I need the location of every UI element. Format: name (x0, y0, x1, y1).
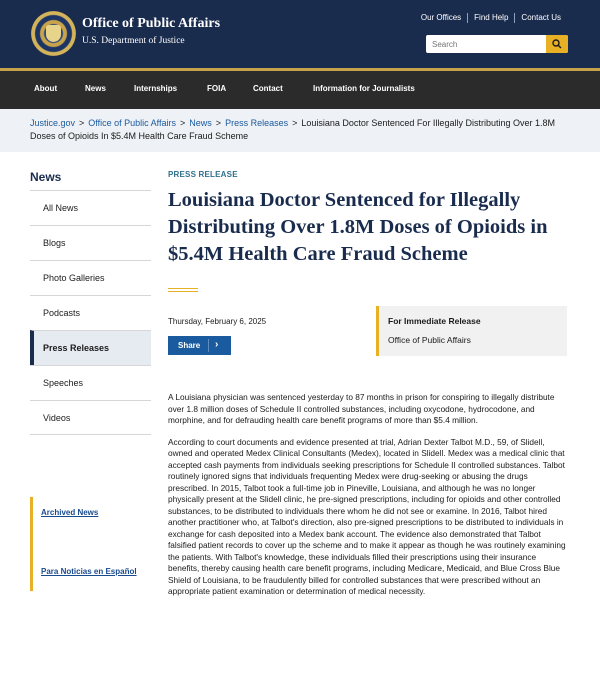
article-paragraph: According to court documents and evidence presented at trial, Adrian Dexter Talbot M.D., 59, of Slidell, owned and operated Medex Clinical Consultants (Medex), located in Slidell. Medex was a medical clinic that accepted cash payments from individuals seeking prescriptions for Schedule II controlled substances. Talbot routinely ignored signs that individuals frequenting Medex were drug-seeking or abusing the drugs prescribed. In 2015, Talbot took a full-time job in Pineville, Louisiana, and although he was no longer physically present at the Slidell clinic, he pre-signed prescriptions, including for opioids and other controlled substances, to be distributed to individuals there whom he did not see or examine. In 2016, Talbot hired another practitioner who, at Talbot's direction, also pre-signed prescriptions to be distributed to individuals in exchange for cash deposited into a Medex bank account. The evidence also demonstrated that Talbot falsified patient records to cover up the scheme and to make it appear as though he was routinely examining the patients. With Talbot's knowledge, these individuals filled their prescriptions using their insurance benefits, thereby causing health care benefit programs, including Medicare, Medicaid, and Blue Cross Blue Shield of Louisiana, to be fraudulently billed for controlled substances that were prescribed without an appropriate patient examination or determination of medical necessity. (168, 436, 566, 596)
release-date: Thursday, February 6, 2025 (168, 317, 267, 326)
article-body (168, 392, 568, 608)
sidebar-item-blogs[interactable]: Blogs (30, 225, 151, 260)
contact-us-link[interactable]: Contact Us (514, 13, 567, 23)
spanish-news-link[interactable]: Para Noticias en Español (41, 567, 137, 576)
department-name: U.S. Department of Justice (82, 36, 185, 46)
release-office: Office of Public Affairs (388, 335, 471, 345)
breadcrumb-separator: > (180, 118, 186, 128)
title-divider (168, 288, 198, 289)
search-button[interactable] (546, 35, 568, 53)
breadcrumb-news[interactable]: News (189, 118, 212, 128)
sidebar-item-speeches[interactable]: Speeches (30, 365, 151, 400)
search-icon (552, 39, 562, 49)
find-help-link[interactable]: Find Help (467, 13, 514, 23)
title-divider (168, 291, 198, 292)
main-nav (0, 68, 600, 109)
org-name[interactable]: Office of Public Affairs (82, 16, 221, 31)
nav-foia[interactable]: FOIA (207, 84, 227, 93)
share-label: Share (178, 341, 201, 350)
press-release-label: PRESS RELEASE (168, 170, 238, 179)
chevron-right-icon: › (215, 339, 219, 350)
breadcrumb-separator: > (215, 118, 222, 128)
breadcrumb-bar (0, 109, 600, 152)
nav-about[interactable]: About (34, 84, 58, 93)
search-input[interactable] (426, 35, 546, 53)
search-box (426, 35, 568, 53)
sidebar-extra-links (30, 497, 151, 591)
nav-contact[interactable]: Contact (253, 84, 283, 93)
nav-information-for-journalists[interactable]: Information for Journalists (313, 84, 415, 93)
release-title: For Immediate Release (388, 316, 481, 326)
sidebar-item-podcasts[interactable]: Podcasts (30, 295, 151, 330)
breadcrumb-separator: > (79, 118, 85, 128)
breadcrumb-separator: > (292, 118, 298, 128)
sidebar-item-all-news[interactable]: All News (30, 190, 151, 225)
release-info-box (376, 306, 567, 356)
utility-links (415, 13, 567, 23)
sidebar-item-photo-galleries[interactable]: Photo Galleries (30, 260, 151, 295)
breadcrumb-current: Louisiana Doctor Sentenced For Illegally Distributing Over 1.8M Doses of Opioids In $5.4M Health Care Fraud Scheme (30, 118, 555, 141)
share-divider (208, 339, 209, 352)
breadcrumb-press-releases[interactable]: Press Releases (225, 118, 289, 128)
sidebar-item-videos[interactable]: Videos (30, 400, 151, 435)
breadcrumb-justice-gov[interactable]: Justice.gov (30, 118, 76, 128)
breadcrumb-office-of-public-affairs[interactable]: Office of Public Affairs (88, 118, 177, 128)
article-paragraph: A Louisiana physician was sentenced yesterday to 87 months in prison for conspiring to illegally distribute over 1.8 million doses of Schedule II controlled substances, including oxycodone, hydrocodone, and morphine, and for defrauding health care benefit programs of more than $5.4 million. (168, 392, 555, 425)
sidebar-title: News (30, 170, 62, 184)
nav-internships[interactable]: Internships (134, 84, 178, 93)
doj-seal-logo[interactable] (31, 11, 76, 56)
share-button[interactable] (168, 336, 231, 355)
page-title: Louisiana Doctor Sentenced for Illegally Distributing Over 1.8M Doses of Opioids in $5.4M Health Care Fraud Scheme (168, 189, 548, 265)
site-header (0, 0, 600, 68)
sidebar-menu (30, 190, 151, 435)
archived-news-link[interactable]: Archived News (41, 508, 99, 517)
nav-news[interactable]: News (85, 84, 106, 93)
breadcrumb (30, 117, 570, 143)
our-offices-link[interactable]: Our Offices (420, 13, 462, 22)
sidebar-item-press-releases[interactable]: Press Releases (30, 330, 151, 365)
